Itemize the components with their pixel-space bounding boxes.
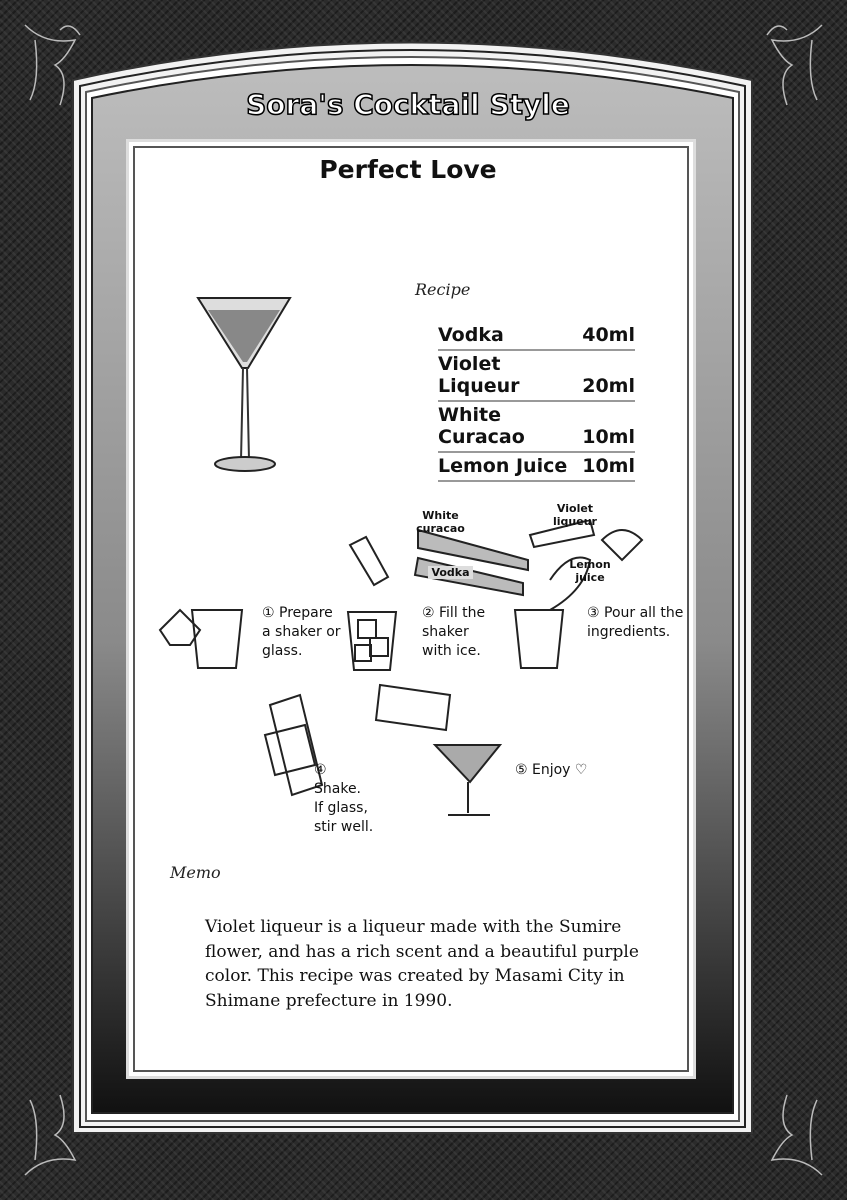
cocktail-title: Perfect Love	[319, 155, 497, 184]
label-violet-liqueur: Violet liqueur	[553, 502, 597, 528]
recipe-label: Recipe	[415, 280, 471, 299]
label-vodka: Vodka	[428, 566, 473, 579]
ingredient-row	[438, 453, 635, 482]
ingredient-amount: 10ml	[582, 426, 635, 448]
step-2: ② Fill the shaker with ice.	[422, 605, 486, 659]
ingredient-name: White Curacao	[438, 404, 525, 448]
ingredient-amount: 40ml	[582, 324, 635, 346]
series-title: Sora's Cocktail Style	[246, 88, 570, 121]
memo-text: Violet liqueur is a liqueur made with the Sumire flower, and has a rich scent and a beautiful purple color. This recipe was created by Masami City in Shimane prefecture in 1990.	[205, 917, 639, 1011]
steps-illustration	[150, 520, 700, 830]
ingredient-name: Lemon Juice	[438, 455, 568, 477]
step-5: ⑤ Enjoy ♡	[515, 762, 588, 778]
ingredient-name: Violet Liqueur	[438, 353, 520, 397]
step-3: ③ Pour all the ingredients.	[587, 605, 684, 640]
step-1: ① Prepare a shaker or glass.	[262, 605, 341, 659]
label-lemon-juice: Lemon juice	[569, 558, 611, 584]
ingredient-table	[438, 322, 635, 482]
ingredient-name: Vodka	[438, 324, 504, 346]
martini-glass-illustration	[190, 290, 300, 480]
ingredient-amount: 20ml	[582, 375, 635, 397]
ingredient-row	[438, 322, 635, 351]
label-white-curacao: White curacao	[416, 509, 465, 535]
ingredient-row	[438, 402, 635, 453]
ingredient-row	[438, 351, 635, 402]
step-4: ④ Shake. If glass, stir well.	[314, 762, 374, 835]
memo-label: Memo	[170, 863, 221, 882]
ingredient-amount: 10ml	[582, 455, 635, 477]
